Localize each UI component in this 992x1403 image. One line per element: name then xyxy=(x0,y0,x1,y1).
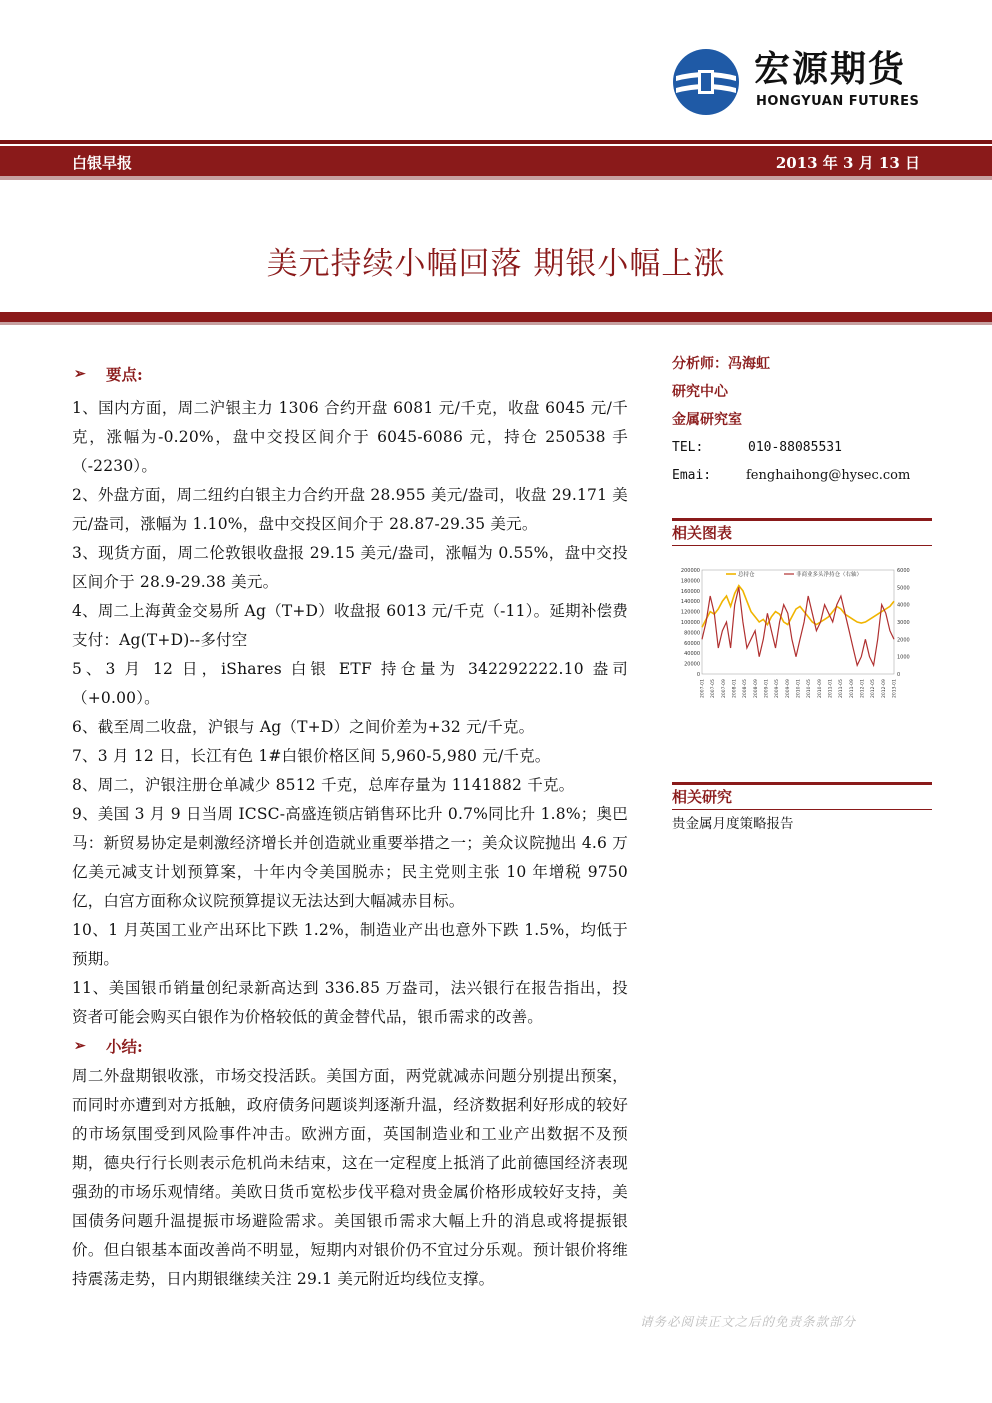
key-point: 8、周二，沪银注册仓单减少 8512 千克，总库存量为 1141882 千克。 xyxy=(72,776,575,794)
summary-label: 小结: xyxy=(106,1037,143,1056)
y-right-tick-label: 4000 xyxy=(897,602,910,609)
x-tick-label: 2007-05 xyxy=(711,679,717,698)
x-tick-label: 2007-01 xyxy=(700,679,706,698)
x-tick-label: 2008-01 xyxy=(732,679,738,698)
y-left-tick-label: 180000 xyxy=(680,578,700,585)
key-points-heading xyxy=(72,360,628,390)
y-left-tick-label: 0 xyxy=(696,672,700,678)
tel-value: 010-88085531 xyxy=(748,440,842,455)
key-point: 5、3 月 12 日，iShares 白银 ETF 持仓量为 342292222.10 盎司（+0.00）。 xyxy=(72,660,628,707)
y-left-tick-label: 160000 xyxy=(680,588,700,595)
x-tick-label: 2012-01 xyxy=(860,679,866,698)
report-date: 2013 年 3 月 13 日 xyxy=(775,154,920,172)
title-sub-divider xyxy=(0,322,992,325)
tel-label: TEL: xyxy=(672,440,704,455)
x-tick-label: 2010-09 xyxy=(817,679,823,698)
x-tick-label: 2011-01 xyxy=(828,679,834,698)
key-point: 1、国内方面，周二沪银主力 1306 合约开盘 6081 元/千克，收盘 6045 元/千克，涨幅为-0.20%，盘中交投区间介于 6045-6086 元，持仓 250538 手（-2230）。 xyxy=(72,399,628,475)
tel-row xyxy=(672,434,932,462)
y-right-tick-label: 5000 xyxy=(897,585,910,592)
y-right-tick-label: 2000 xyxy=(897,637,910,644)
x-tick-label: 2009-05 xyxy=(775,679,781,698)
x-tick-label: 2008-05 xyxy=(743,679,749,698)
y-left-tick-label: 100000 xyxy=(680,620,700,626)
x-tick-label: 2007-09 xyxy=(721,679,727,698)
sidebar xyxy=(672,350,932,490)
legend-label: 总持仓 xyxy=(738,572,755,578)
report-type: 白银早报 xyxy=(72,154,133,172)
key-point: 7、3 月 12 日，长江有色 1#白银价格区间 5,960-5,980 元/千克。 xyxy=(72,747,551,765)
logo-cn-text: 宏源期货 xyxy=(754,49,907,90)
logo-en-text: HONGYUAN FUTURES xyxy=(756,94,920,109)
y-left-tick-label: 120000 xyxy=(680,609,700,616)
key-point: 6、截至周二收盘，沪银与 Ag（T+D）之间价差为+32 元/千克。 xyxy=(72,718,535,736)
summary-heading xyxy=(72,1032,628,1062)
key-point: 9、美国 3 月 9 日当周 ICSC-高盛连锁店销售环比升 0.7%同比升 1.8%；奥巴马：新贸易协定是刺激经济增长并创造就业重要举措之一；美众议院抛出 4.6 万亿美元减支计划预算案，十年内令美国脱赤；民主党则主张 10 年增税 9750 亿，白宫方面称众议院预算提议无法达到大幅减赤目标。 xyxy=(72,805,628,910)
y-right-tick-label: 1000 xyxy=(897,654,910,661)
disclaimer-note: 请务必阅读正文之后的免责条款部分 xyxy=(640,1314,857,1329)
email-label: Emai: xyxy=(672,468,712,483)
y-left-tick-label: 140000 xyxy=(680,599,700,606)
y-right-tick-label: 0 xyxy=(897,672,901,678)
header-bar xyxy=(0,146,992,176)
key-point: 11、美国银币销量创纪录新高达到 336.85 万盎司，法兴银行在报告指出，投资者可能会购买白银作为价格较低的黄金替代品，银币需求的改善。 xyxy=(72,979,628,1026)
department: 金属研究室 xyxy=(672,412,742,428)
email-value[interactable]: fenghaihong@hysec.com xyxy=(746,468,911,483)
y-left-tick-label: 40000 xyxy=(684,651,700,658)
position-chart xyxy=(672,562,924,710)
summary-text: 周二外盘期银收涨，市场交投活跃。美国方面，两党就减赤问题分别提出预案，而同时亦遭到对方抵触，政府债务问题谈判逐渐升温，经济数据利好形成的较好的市场氛围受到风险事件冲击。欧洲方面，英国制造业和工业产出数据不及预期，德央行行长则表示危机尚未结束，这在一定程度上抵消了此前德国经济表现强劲的市场乐观情绪。美欧日货币宽松步伐平稳对贵金属价格形成较好支持，美国债务问题升温提振市场避险需求。美国银币需求大幅上升的消息或将提振银价。但白银基本面改善尚不明显，短期内对银价仍不宜过分乐观。预计银价将维持震荡走势，日内期银继续关注 29.1 美元附近均线位支撑。 xyxy=(72,1067,628,1288)
research-heading xyxy=(672,782,932,810)
x-tick-label: 2010-01 xyxy=(796,679,802,698)
key-point: 10、1 月英国工业产出环比下跌 1.2%，制造业产出也意外下跌 1.5%，均低于预期。 xyxy=(72,921,628,968)
key-point: 2、外盘方面，周二纽约白银主力合约开盘 28.955 美元/盎司，收盘 29.171 美元/盎司，涨幅为 1.10%，盘中交投区间介于 28.87-29.35 美元。 xyxy=(72,486,628,533)
x-tick-label: 2008-09 xyxy=(753,679,759,698)
header-sub-divider xyxy=(0,176,992,180)
x-tick-label: 2012-09 xyxy=(881,679,887,698)
main-content xyxy=(72,360,628,1294)
x-tick-label: 2013-01 xyxy=(892,679,898,698)
arrow-bullet-icon: ➢ xyxy=(74,1038,86,1054)
charts-heading-label: 相关图表 xyxy=(672,524,733,542)
arrow-bullet-icon: ➢ xyxy=(74,366,86,382)
x-tick-label: 2011-05 xyxy=(839,679,845,698)
x-tick-label: 2011-09 xyxy=(849,679,855,698)
x-tick-label: 2010-05 xyxy=(807,679,813,698)
page-title: 美元持续小幅回落 期银小幅上涨 xyxy=(266,246,726,282)
charts-heading xyxy=(672,518,932,546)
company-logo xyxy=(672,48,932,118)
email-row xyxy=(672,462,932,490)
y-left-tick-label: 20000 xyxy=(684,661,700,668)
key-point: 4、周二上海黄金交易所 Ag（T+D）收盘报 6013 元/千克（-11）。延期补偿费支付：Ag(T+D)--多付空 xyxy=(72,602,628,649)
y-left-tick-label: 80000 xyxy=(684,630,700,637)
related-report-link[interactable]: 贵金属月度策略报告 xyxy=(672,816,794,832)
key-point: 3、现货方面，周二伦敦银收盘报 29.15 美元/盎司，涨幅为 0.55%，盘中交投区间介于 28.9-29.38 美元。 xyxy=(72,544,628,591)
key-points-label: 要点: xyxy=(106,365,143,384)
y-left-tick-label: 60000 xyxy=(684,640,700,647)
y-right-tick-label: 3000 xyxy=(897,620,910,626)
y-left-tick-label: 200000 xyxy=(680,568,700,574)
x-tick-label: 2009-09 xyxy=(785,679,791,698)
x-tick-label: 2009-01 xyxy=(764,679,770,698)
logo-emblem-icon xyxy=(672,48,740,116)
y-right-tick-label: 6000 xyxy=(897,568,910,574)
research-heading-label: 相关研究 xyxy=(672,788,733,806)
research-center: 研究中心 xyxy=(672,384,728,400)
x-tick-label: 2012-05 xyxy=(871,679,877,698)
analyst-name: 分析师：冯海虹 xyxy=(672,356,770,372)
title-divider xyxy=(0,312,992,322)
legend-label: 非商业多头净持仓（右轴） xyxy=(796,572,863,578)
top-divider xyxy=(0,140,992,144)
